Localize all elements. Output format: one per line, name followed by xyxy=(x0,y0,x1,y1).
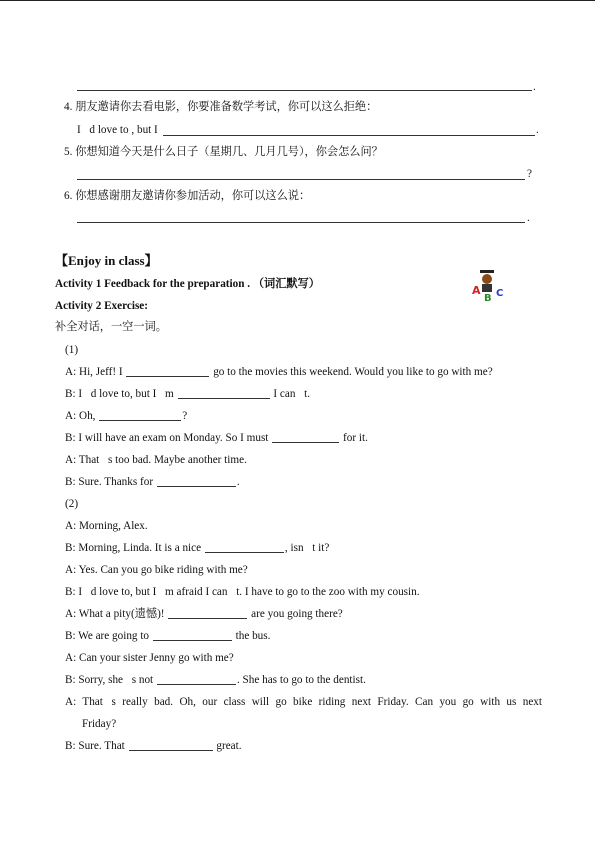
blank[interactable] xyxy=(205,541,284,553)
question-4-answer-start: I d love to , but I xyxy=(77,124,158,136)
blank[interactable] xyxy=(157,475,236,487)
graduation-cap-icon xyxy=(480,270,494,273)
blank[interactable] xyxy=(178,387,270,399)
blank[interactable] xyxy=(168,607,247,619)
answer-line-6 xyxy=(77,222,525,223)
dialog-1-line-2: B: I d love to, but I m I can t. xyxy=(65,388,311,400)
activity-1-title: Activity 1 Feedback for the preparation . （词汇默写） xyxy=(55,278,320,290)
trail-dot: . xyxy=(533,81,536,93)
question-4: 4. 朋友邀请你去看电影，你要准备数学考试，你可以这么拒绝： xyxy=(64,101,378,113)
blank[interactable] xyxy=(126,365,209,377)
dialog-1-line-1: A: Hi, Jeff! I go to the movies this weekend. Would you like to go with me? xyxy=(65,366,493,378)
question-5-end: ? xyxy=(527,168,532,180)
logo-letter-c: C xyxy=(496,288,504,299)
dialog-2-line-5: A: What a pity(遗憾)! are you going there? xyxy=(65,608,343,620)
blank[interactable] xyxy=(99,409,181,421)
blank[interactable] xyxy=(272,431,339,443)
dialog-1-line-3: A: Oh, ? xyxy=(65,410,188,422)
dialog-2-line-7: A: Can your sister Jenny go with me? xyxy=(65,652,234,664)
dialog-1-label: (1) xyxy=(65,344,79,356)
instruction-text: 补全对话，一空一词。 xyxy=(55,321,167,333)
dialog-2-line-6: B: We are going to the bus. xyxy=(65,630,271,642)
answer-line-3 xyxy=(77,90,532,91)
dialog-2-line-4: B: I d love to, but I m afraid I can t. I have to go to the zoo with my cousin. xyxy=(65,586,420,598)
dialog-2-line-2: B: Morning, Linda. It is a nice , isn t it? xyxy=(65,542,330,554)
dialog-1-line-4: B: I will have an exam on Monday. So I must for it. xyxy=(65,432,368,444)
question-6-end: . xyxy=(527,212,530,224)
dialog-2-line-9: A: That s really bad. Oh, our class will go bike riding next Friday. Can you go with us next xyxy=(65,696,542,708)
question-4-end: . xyxy=(536,124,539,136)
abc-logo xyxy=(470,270,508,302)
section-heading: 【Enjoy in class】 xyxy=(55,253,158,268)
dialog-2-label: (2) xyxy=(65,498,79,510)
question-6: 6. 你想感谢朋友邀请你参加活动，你可以这么说： xyxy=(64,190,311,202)
answer-line-4 xyxy=(163,135,535,136)
dialog-2-line-3: A: Yes. Can you go bike riding with me? xyxy=(65,564,248,576)
activity-2-title: Activity 2 Exercise: xyxy=(55,300,148,312)
page-top-border xyxy=(0,0,595,1)
dialog-2-line-10: B: Sure. That great. xyxy=(65,740,242,752)
dialog-1-line-5: A: That s too bad. Maybe another time. xyxy=(65,454,247,466)
answer-line-5 xyxy=(77,179,525,180)
logo-letter-b: B xyxy=(484,293,492,302)
logo-letter-a: A xyxy=(472,284,481,297)
dialog-1-line-6: B: Sure. Thanks for . xyxy=(65,476,240,488)
blank[interactable] xyxy=(153,629,232,641)
blank[interactable] xyxy=(129,739,213,751)
dialog-2-line-8: B: Sorry, she s not . She has to go to the dentist. xyxy=(65,674,366,686)
question-5: 5. 你想知道今天是什么日子（星期几、几月几号），你会怎么问？ xyxy=(64,146,383,158)
dialog-2-line-9-cont: Friday? xyxy=(82,718,117,730)
dialog-2-line-1: A: Morning, Alex. xyxy=(65,520,148,532)
blank[interactable] xyxy=(157,673,236,685)
